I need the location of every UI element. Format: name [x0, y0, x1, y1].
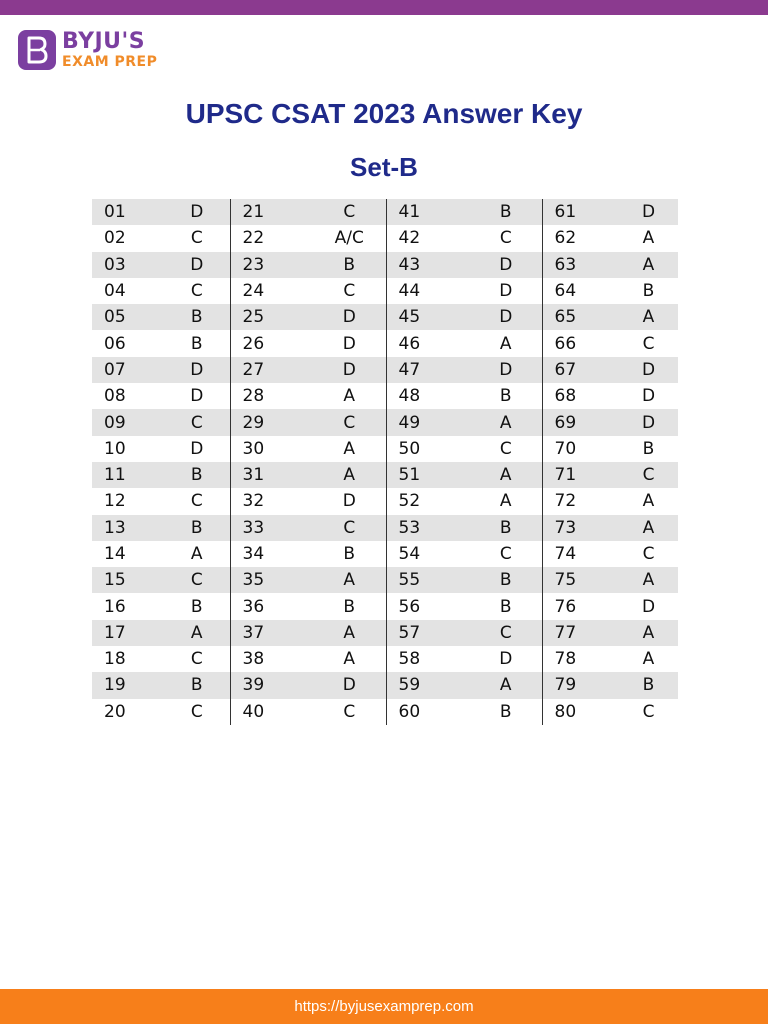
question-number: 72	[554, 491, 577, 512]
question-number: 49	[386, 409, 470, 435]
table-row	[92, 278, 678, 304]
question-number: 17	[92, 620, 164, 646]
answer-option: D	[619, 357, 678, 383]
question-number: 37	[230, 620, 313, 646]
question-number: 70	[554, 438, 577, 459]
answer-option: B	[470, 567, 542, 593]
logo-brand-subtitle: EXAM PREP	[62, 54, 158, 70]
answer-option: A	[164, 620, 230, 646]
answer-option: C	[164, 278, 230, 304]
answer-option: C	[313, 699, 386, 725]
answer-option: B	[470, 593, 542, 619]
answer-option: D	[470, 646, 542, 672]
question-number: 46	[398, 333, 421, 354]
answer-option: D	[470, 252, 542, 278]
answer-option: A	[642, 491, 655, 512]
answer-option: B	[470, 199, 542, 225]
answer-option: C	[164, 699, 230, 725]
table-row	[92, 357, 678, 383]
question-number: 62	[554, 228, 577, 249]
question-number: 02	[104, 228, 126, 249]
question-number: 50	[398, 438, 421, 459]
answer-option: C	[619, 462, 678, 488]
answer-option: B	[470, 699, 542, 725]
question-number: 69	[542, 409, 619, 435]
question-number: 48	[398, 386, 421, 407]
answer-option: D	[313, 672, 386, 698]
table-row	[92, 646, 678, 672]
answer-key-table	[92, 199, 678, 725]
answer-option: D	[164, 383, 230, 409]
question-number: 08	[104, 386, 126, 407]
table-row	[92, 304, 678, 330]
answer-option: B	[313, 252, 386, 278]
answer-option: A	[619, 620, 678, 646]
answer-option: A	[313, 462, 386, 488]
table-row	[92, 593, 678, 619]
question-number: 54	[398, 544, 421, 564]
answer-option: B	[164, 304, 230, 330]
answer-option: A	[470, 330, 542, 356]
answer-option: D	[470, 357, 542, 383]
answer-option: C	[642, 333, 655, 354]
question-number: 56	[398, 596, 421, 617]
question-number: 80	[554, 701, 577, 722]
answer-option: C	[470, 541, 542, 567]
answer-option: C	[470, 620, 542, 646]
question-number: 45	[386, 304, 470, 330]
question-number: 71	[542, 462, 619, 488]
answer-option: D	[164, 357, 230, 383]
question-number: 75	[542, 567, 619, 593]
question-number: 32	[242, 491, 265, 512]
question-number: 30	[242, 438, 265, 459]
question-number: 66	[554, 333, 577, 354]
question-number: 13	[92, 515, 164, 541]
question-number: 65	[542, 304, 619, 330]
answer-option: C	[164, 488, 230, 514]
answer-option: B	[164, 593, 230, 619]
answer-option: A	[313, 436, 386, 462]
table-row	[92, 252, 678, 278]
set-label: Set-B	[350, 152, 418, 182]
answer-option: C	[313, 515, 386, 541]
table-row	[92, 462, 678, 488]
question-number: 63	[542, 252, 619, 278]
answer-option: A/C	[313, 225, 386, 251]
question-number: 25	[230, 304, 313, 330]
question-number: 42	[398, 228, 421, 249]
question-number: 21	[230, 199, 313, 225]
answer-option: C	[164, 646, 230, 672]
question-number: 03	[92, 252, 164, 278]
answer-option: A	[313, 567, 386, 593]
question-number: 09	[92, 409, 164, 435]
answer-option: B	[313, 541, 386, 567]
question-number: 33	[230, 515, 313, 541]
question-number: 78	[554, 649, 577, 670]
answer-option: D	[470, 304, 542, 330]
question-number: 28	[242, 386, 265, 407]
question-number: 53	[386, 515, 470, 541]
answer-option: D	[619, 409, 678, 435]
question-number: 38	[242, 649, 265, 670]
question-number: 43	[386, 252, 470, 278]
question-number: 58	[398, 649, 421, 670]
answer-option: D	[164, 436, 230, 462]
answer-option: A	[619, 304, 678, 330]
answer-option: C	[164, 225, 230, 251]
question-number: 40	[242, 701, 265, 722]
answer-option: B	[470, 515, 542, 541]
question-number: 19	[92, 672, 164, 698]
answer-option: C	[313, 199, 386, 225]
table-row	[92, 383, 678, 409]
table-row	[92, 199, 678, 225]
question-number: 29	[230, 409, 313, 435]
answer-option: B	[619, 672, 678, 698]
question-number: 15	[92, 567, 164, 593]
footer-url-link[interactable]: https://byjusexamprep.com	[294, 998, 474, 1015]
table-row	[92, 567, 678, 593]
question-number: 67	[542, 357, 619, 383]
answer-option: C	[164, 567, 230, 593]
question-number: 16	[104, 596, 126, 617]
question-number: 74	[554, 544, 577, 564]
answer-option: B	[642, 438, 655, 459]
answer-option: D	[641, 596, 656, 617]
answer-option: D	[164, 252, 230, 278]
answer-option: A	[164, 541, 230, 567]
question-number: 52	[398, 491, 421, 512]
answer-option: C	[313, 409, 386, 435]
table-row	[92, 699, 678, 725]
answer-option: C	[642, 701, 655, 722]
answer-option: D	[313, 488, 386, 514]
question-number: 07	[92, 357, 164, 383]
answer-option: D	[164, 199, 230, 225]
table-row	[92, 225, 678, 251]
answer-option: A	[642, 649, 655, 670]
question-number: 18	[104, 649, 126, 670]
answer-option: A	[470, 672, 542, 698]
question-number: 47	[386, 357, 470, 383]
answer-option: B	[642, 281, 655, 302]
answer-option: A	[642, 228, 655, 249]
answer-option: C	[164, 409, 230, 435]
question-number: 55	[386, 567, 470, 593]
answer-option: D	[619, 199, 678, 225]
byjus-exam-prep-logo[interactable]	[18, 30, 157, 70]
question-number: 26	[242, 333, 265, 354]
question-number: 22	[242, 228, 265, 249]
answer-option: D	[313, 304, 386, 330]
table-row	[92, 409, 678, 435]
byjus-b-logo-icon	[18, 30, 56, 70]
answer-option: A	[470, 409, 542, 435]
question-number: 06	[104, 333, 126, 354]
answer-option: A	[619, 252, 678, 278]
answer-option: D	[313, 330, 386, 356]
question-number: 04	[104, 281, 126, 302]
question-number: 23	[230, 252, 313, 278]
answer-option: A	[470, 462, 542, 488]
question-number: 39	[230, 672, 313, 698]
table-row	[92, 436, 678, 462]
table-row	[92, 330, 678, 356]
answer-option: C	[470, 225, 542, 251]
question-number: 61	[542, 199, 619, 225]
answer-option: A	[470, 488, 542, 514]
page-title: UPSC CSAT 2023 Answer Key	[185, 98, 583, 129]
table-row	[92, 672, 678, 698]
answer-option: A	[619, 567, 678, 593]
answer-option: A	[313, 620, 386, 646]
footer-bar	[0, 989, 768, 1024]
question-number: 60	[398, 701, 421, 722]
question-number: 01	[92, 199, 164, 225]
question-number: 35	[230, 567, 313, 593]
question-number: 73	[542, 515, 619, 541]
question-number: 44	[398, 281, 421, 302]
question-number: 05	[92, 304, 164, 330]
answer-option: A	[619, 515, 678, 541]
question-number: 57	[386, 620, 470, 646]
answer-option: C	[313, 278, 386, 304]
top-brand-bar	[0, 0, 768, 15]
question-number: 20	[104, 701, 126, 722]
table-row	[92, 620, 678, 646]
answer-option: D	[313, 357, 386, 383]
question-number: 51	[386, 462, 470, 488]
answer-option: B	[164, 462, 230, 488]
answer-option: B	[164, 330, 230, 356]
answer-option: D	[470, 278, 542, 304]
answer-option: C	[642, 544, 655, 564]
answer-option: D	[641, 386, 656, 407]
answer-option: A	[313, 383, 386, 409]
answer-option: B	[164, 672, 230, 698]
question-number: 14	[104, 544, 126, 564]
question-number: 77	[542, 620, 619, 646]
question-number: 12	[104, 491, 126, 512]
table-row	[92, 488, 678, 514]
answer-option: B	[470, 383, 542, 409]
question-number: 11	[92, 462, 164, 488]
question-number: 27	[230, 357, 313, 383]
question-number: 34	[242, 544, 265, 564]
question-number: 10	[104, 438, 126, 459]
answer-option: A	[313, 646, 386, 672]
answer-option: B	[164, 515, 230, 541]
question-number: 41	[386, 199, 470, 225]
question-number: 36	[242, 596, 265, 617]
logo-brand-name: BYJU'S	[62, 29, 146, 54]
question-number: 64	[554, 281, 577, 302]
question-number: 68	[554, 386, 577, 407]
table-row	[92, 541, 678, 567]
table-row	[92, 515, 678, 541]
answer-option: B	[313, 593, 386, 619]
question-number: 76	[554, 596, 577, 617]
question-number: 24	[242, 281, 265, 302]
question-number: 79	[542, 672, 619, 698]
question-number: 31	[230, 462, 313, 488]
question-number: 59	[386, 672, 470, 698]
answer-option: C	[470, 436, 542, 462]
